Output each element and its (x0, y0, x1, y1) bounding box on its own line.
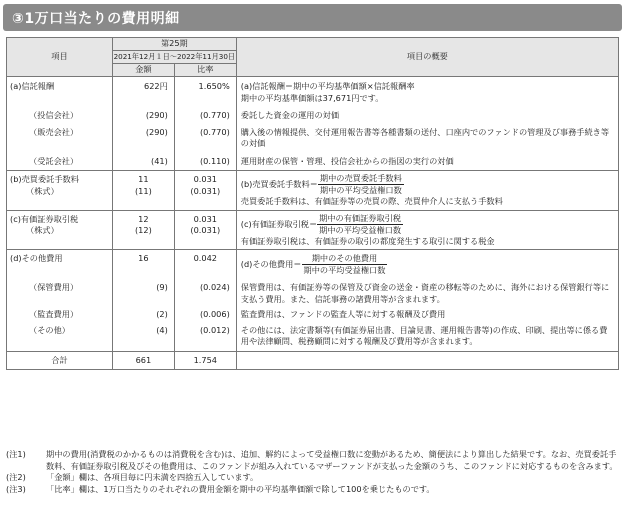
table-header-row (7, 38, 619, 51)
trust-ratio: 1.650% (174, 77, 236, 105)
commission-sub-label: （株式） (26, 185, 59, 196)
formula-denominator: 期中の平均受益権口数 (303, 265, 386, 275)
row-label: （その他） (7, 321, 113, 352)
header-period: 第25期 (112, 38, 236, 51)
trust-label: (a)信託報酬 (7, 77, 113, 105)
row-desc: 運用財産の保管・管理、投信会社からの指図の実行の対価 (236, 150, 618, 171)
row-ratio: (0.024) (174, 276, 236, 305)
row-label: （保管費用） (7, 276, 113, 305)
commission-desc: 売買委託手数料は、有価証券等の売買の際、売買仲介人に支払う手数料 (240, 196, 503, 206)
tax-sub-label: （株式） (26, 225, 59, 235)
note-1 (6, 449, 619, 472)
header-ratio: 比率 (174, 64, 236, 77)
commission-ratio: 0.031 (193, 174, 218, 184)
row-amount: (290) (112, 104, 174, 122)
cost-table (6, 37, 619, 370)
row-label: （投信会社） (7, 104, 113, 122)
section-title: ③1万口当たりの費用明細 (12, 10, 180, 27)
row-ratio: (0.770) (174, 104, 236, 122)
note-tag: (注2) (6, 472, 26, 483)
tax-desc: 有価証券取引税は、有価証券の取引の都度発生する取引に関する税金 (240, 235, 495, 246)
header-overview: 項目の概要 (236, 38, 618, 77)
row-amount: (41) (112, 150, 174, 171)
note-text: 「比率」欄は、1万口当たりのそれぞれの費用金額を期中の平均基準価額で除して100を乗じたものです。 (46, 483, 435, 494)
formula-denominator: 期中の平均受益権口数 (319, 224, 402, 235)
note-3 (6, 484, 619, 496)
other-formula (241, 253, 614, 276)
formula-denominator: 期中の平均受益権口数 (319, 185, 402, 195)
trust-desc-line1: (a)信託報酬＝期中の平均基準価額×信託報酬率 (240, 81, 415, 91)
note-text: 「金額」欄は、各項目毎に円未満を四捨五入しています。 (46, 472, 259, 483)
formula-left: (d)その他費用＝ (240, 259, 302, 269)
tax-sub-amount: (12) (134, 225, 152, 235)
commission-amount: 11 (138, 174, 149, 184)
row-ratio: (0.110) (174, 150, 236, 171)
commission-sub-ratio: (0.031) (190, 185, 221, 196)
other-amount: 16 (112, 250, 174, 277)
commission-label: (b)売買委託手数料 (10, 174, 79, 184)
tax-ratio: 0.031 (193, 213, 218, 224)
header-item: 項目 (7, 38, 113, 77)
other-ratio: 0.042 (174, 250, 236, 277)
row-label: （受託会社） (7, 150, 113, 171)
formula-numerator: 期中のその他費用 (302, 253, 388, 265)
trust-desc-line2: 期中の平均基準価額は37,671円です。 (240, 92, 384, 103)
section-header (3, 4, 622, 31)
row-ratio: (0.006) (174, 305, 236, 321)
table-row (7, 171, 619, 211)
row-amount: (2) (112, 305, 174, 321)
table-row (7, 305, 619, 321)
notes (6, 449, 619, 495)
table-row (7, 276, 619, 305)
row-ratio: (0.770) (174, 122, 236, 150)
table-row (7, 77, 619, 105)
formula-numerator: 期中の売買委託手数料 (319, 173, 402, 183)
note-tag: (注3) (6, 483, 26, 494)
header-range: 2021年12月１日～2022年11月30日 (112, 51, 236, 64)
formula-left: (c)有価証券取引税＝ (240, 218, 318, 229)
row-amount: (9) (112, 276, 174, 305)
row-desc: その他には、法定書類等(有価証券届出書、目論見書、運用報告書等)の作成、印刷、提出等に係る費用や法律顧問、税務顧問に対する報酬及び費用等が含まれます。 (236, 321, 618, 352)
row-desc: 監査費用は、ファンドの監査人等に対する報酬及び費用 (236, 305, 618, 321)
table-row (7, 150, 619, 171)
table-row (7, 210, 619, 250)
row-amount: (4) (112, 321, 174, 352)
commission-sub-amount: (11) (134, 185, 152, 196)
total-ratio: 1.754 (174, 351, 236, 370)
row-desc: 委託した資金の運用の対価 (236, 104, 618, 122)
note-2 (6, 472, 619, 484)
table-row (7, 104, 619, 122)
formula-numerator: 期中の有価証券取引税 (319, 212, 402, 223)
trust-amount: 622円 (112, 77, 174, 105)
header-amount: 金額 (112, 64, 174, 77)
formula-fraction (318, 173, 404, 196)
table-row (7, 250, 619, 277)
formula-left: (b)売買委託手数料＝ (240, 179, 318, 189)
row-amount: (290) (112, 122, 174, 150)
table-row (7, 321, 619, 352)
table-row (7, 122, 619, 150)
total-label: 合計 (7, 351, 113, 370)
row-label: （販売会社） (7, 122, 113, 150)
tax-label: (c)有価証券取引税 (10, 213, 79, 224)
note-tag: (注1) (6, 449, 26, 459)
commission-formula (241, 173, 614, 196)
tax-amount: 12 (138, 213, 149, 224)
formula-fraction (317, 213, 403, 236)
total-row (7, 351, 619, 370)
row-ratio: (0.012) (174, 321, 236, 352)
row-label: （監査費用） (7, 305, 113, 321)
row-desc: 保管費用は、有価証券等の保管及び資金の送金・資産の移転等のために、海外における保管銀行等に支払う費用。また、信託事務の諸費用等が含まれます。 (236, 276, 618, 305)
row-desc: 購入後の情報提供、交付運用報告書等各種書類の送付、口座内でのファンドの管理及び事務手続き等の対価 (236, 122, 618, 150)
tax-formula (241, 213, 614, 236)
total-amount: 661 (112, 351, 174, 370)
tax-sub-ratio: (0.031) (190, 225, 221, 235)
formula-fraction (302, 253, 388, 276)
note-text: 期中の費用(消費税のかかるものは消費税を含む)は、追加、解約によって受益権口数に変動があるため、簡便法により算出した結果です。なお、売買委託手数料、有価証券取引税及びその他費用は、このファンドが組み入れているマザーファンドが支払った金額のうち、このファンドに対応するものを含みます。 (46, 449, 618, 471)
other-label: (d)その他費用 (7, 250, 113, 277)
